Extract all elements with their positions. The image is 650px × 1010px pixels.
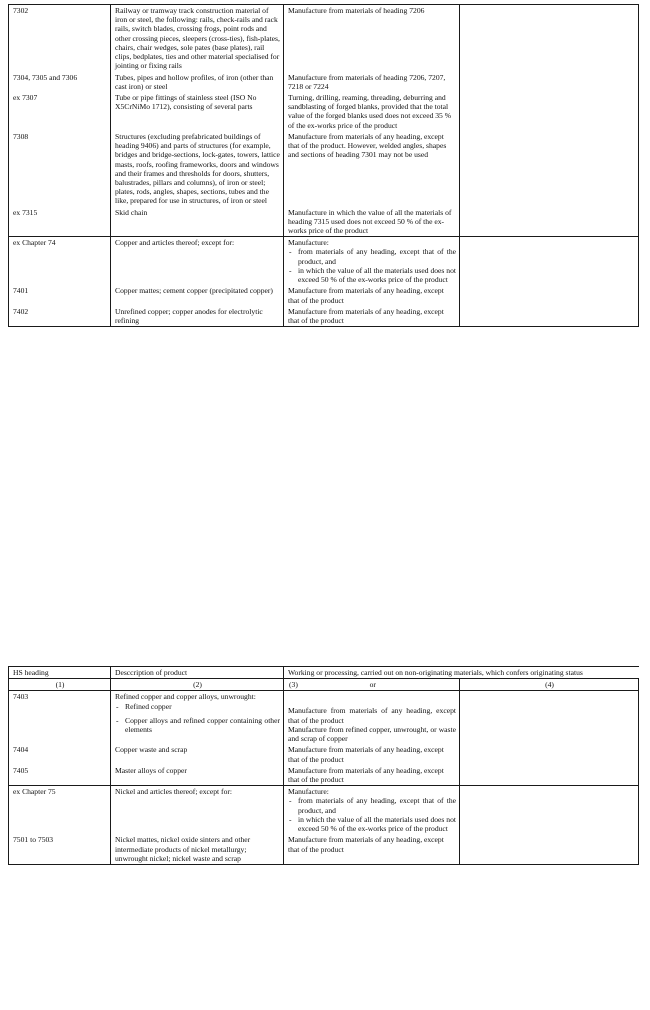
cell-working-processing: Manufacture from materials of any heading, except that of the product <box>284 744 460 764</box>
cell-working-processing: Manufacture: - from materials of any heading, except that of the product, and - in which the value of all the materials used does not exceed 50 % of the ex-works price of the product <box>284 237 460 286</box>
column-header-working-processing: Working or processing, carried out on non-originating materials, which confers originating status <box>284 667 639 679</box>
cell-working-processing: Manufacture from materials of any heading, except that of the product. However, welded angles, shapes and sections of heading 7301 may not be used <box>284 131 460 207</box>
cell-alternative <box>460 131 639 207</box>
cell-hs-heading: ex Chapter 75 <box>9 786 111 835</box>
list-item: - in which the value of all the materials used does not exceed 50 % of the ex-works price of the product <box>288 266 456 284</box>
column-header-description: Desccription of product <box>111 667 284 679</box>
table-row <box>9 207 639 237</box>
or-separator-label: or <box>369 680 376 690</box>
cell-working-processing: Manufacture: - from materials of any heading, except that of the product, and - in which the value of all the materials used does not exceed 50 % of the ex-works price of the product <box>284 786 460 835</box>
cell-description: Tube or pipe fittings of stainless steel (ISO No X5CrNiMo 1712), consisting of several parts <box>111 92 284 131</box>
cell-hs-heading: 7501 to 7503 <box>9 834 111 864</box>
cell-hs-heading: ex Chapter 74 <box>9 237 111 286</box>
rules-of-origin-table-top <box>8 4 639 327</box>
table-row <box>9 786 639 835</box>
cell-description: Nickel and articles thereof; except for: <box>111 786 284 835</box>
column-number-1: (1) <box>9 679 111 691</box>
list-item: - from materials of any heading, except that of the product, and <box>288 796 456 814</box>
cell-hs-heading: ex 7315 <box>9 207 111 237</box>
cell-alternative <box>460 285 639 305</box>
cell-alternative <box>460 5 639 72</box>
cell-alternative <box>460 765 639 786</box>
cell-description: Skid chain <box>111 207 284 237</box>
working-variant-2: Manufacture from refined copper, unwrought, or waste and scrap of copper <box>288 724 456 744</box>
cell-working-processing <box>284 691 460 744</box>
table-row <box>9 691 639 744</box>
cell-alternative <box>460 72 639 92</box>
cell-working-processing: Manufacture from materials of any heading, except that of the product <box>284 834 460 864</box>
cell-description: Railway or tramway track construction material of iron or steel, the following: rails, check-rails and rack rails, switch blades, crossing frogs, point rods and other crossing pieces, sleepers (cross-ties), fish-plates, chairs, chair wedges, sole pates (base plates), rail clips, bedplates, ties and other material specialised for jointing or fixing rails <box>111 5 284 72</box>
cell-working-processing: Manufacture from materials of any heading, except that of the product <box>284 765 460 786</box>
cell-hs-heading: 7304, 7305 and 7306 <box>9 72 111 92</box>
cell-description: Tubes, pipes and hollow profiles, of iron (other than cast iron) or steel <box>111 72 284 92</box>
cell-hs-heading: 7402 <box>9 306 111 327</box>
table-row <box>9 834 639 864</box>
cell-description: Copper waste and scrap <box>111 744 284 764</box>
table-row <box>9 306 639 327</box>
spacer <box>288 692 456 706</box>
cell-alternative <box>460 786 639 835</box>
column-number-4: (4) <box>460 679 639 691</box>
cell-description: Nickel mattes, nickel oxide sinters and other intermediate products of nickel metallurgy; unwrought nickel; nickel waste and scrap <box>111 834 284 864</box>
cell-alternative <box>460 207 639 237</box>
cell-working-processing: Manufacture from materials of heading 7206 <box>284 5 460 72</box>
column-number-row <box>9 679 639 691</box>
cell-description: Unrefined copper; copper anodes for electrolytic refining <box>111 306 284 327</box>
cell-alternative <box>460 834 639 864</box>
cell-working-processing: Manufacture from materials of any heading, except that of the product <box>284 306 460 327</box>
cell-alternative <box>460 92 639 131</box>
cell-alternative <box>460 306 639 327</box>
list-item: - Copper alloys and refined copper containing other elements <box>115 716 280 734</box>
cell-description: Copper mattes; cement copper (precipitated copper) <box>111 285 284 305</box>
cell-working-processing: Turning, drilling, reaming, threading, deburring and sandblasting of forged blanks, provided that the total value of the forged blanks used does not exceed 35 % of the ex-works price of the product <box>284 92 460 131</box>
cell-description: Master alloys of copper <box>111 765 284 786</box>
working-condition-list <box>288 796 456 833</box>
column-header-hs-heading: HS heading <box>9 667 111 679</box>
table-row <box>9 131 639 207</box>
cell-working-processing: Manufacture from materials of heading 7206, 7207, 7218 or 7224 <box>284 72 460 92</box>
cell-alternative <box>460 691 639 744</box>
rules-of-origin-table-bottom <box>8 666 639 865</box>
table-row <box>9 744 639 764</box>
cell-working-processing: Manufacture in which the value of all the materials of heading 7315 used does not exceed 50 % of the ex-works price of the product <box>284 207 460 237</box>
cell-hs-heading: ex 7307 <box>9 92 111 131</box>
cell-description: Structures (excluding prefabricated buildings of heading 9406) and parts of structures (for example, bridges and bridge-sections, lock-gates, towers, lattice masts, roofs, roofing frameworks, doors and windows and their frames and thresholds for doors, shutters, balustrades, pillars and columns), of iron or steel; plates, rods, angles, shapes, sections, tubes and the like, prepared for use in structures, of iron or steel <box>111 131 284 207</box>
table-row <box>9 92 639 131</box>
cell-hs-heading: 7404 <box>9 744 111 764</box>
list-item: - in which the value of all the materials used does not exceed 50 % of the ex-works price of the product <box>288 815 456 833</box>
table-row <box>9 237 639 286</box>
table-row <box>9 285 639 305</box>
column-number-2: (2) <box>111 679 284 691</box>
cell-hs-heading: 7405 <box>9 765 111 786</box>
table-row <box>9 72 639 92</box>
cell-hs-heading: 7403 <box>9 691 111 744</box>
list-item: - Refined copper <box>115 702 280 711</box>
table-row <box>9 765 639 786</box>
cell-hs-heading: 7308 <box>9 131 111 207</box>
cell-description: Refined copper and copper alloys, unwrought: - Refined copper - Copper alloys and refined copper containing other elements <box>111 691 284 744</box>
table-header-row <box>9 667 639 679</box>
column-number-3: (3) or <box>284 679 460 691</box>
cell-hs-heading: 7401 <box>9 285 111 305</box>
cell-alternative <box>460 744 639 764</box>
cell-description: Copper and articles thereof; except for: <box>111 237 284 286</box>
working-variant-1: Manufacture from materials of any heading, except that of the product <box>288 706 456 725</box>
cell-working-processing: Manufacture from materials of any heading, except that of the product <box>284 285 460 305</box>
table-row <box>9 5 639 72</box>
cell-hs-heading: 7302 <box>9 5 111 72</box>
working-condition-list <box>288 247 456 284</box>
list-item: - from materials of any heading, except that of the product, and <box>288 247 456 265</box>
cell-alternative <box>460 237 639 286</box>
description-sub-list <box>115 702 280 735</box>
